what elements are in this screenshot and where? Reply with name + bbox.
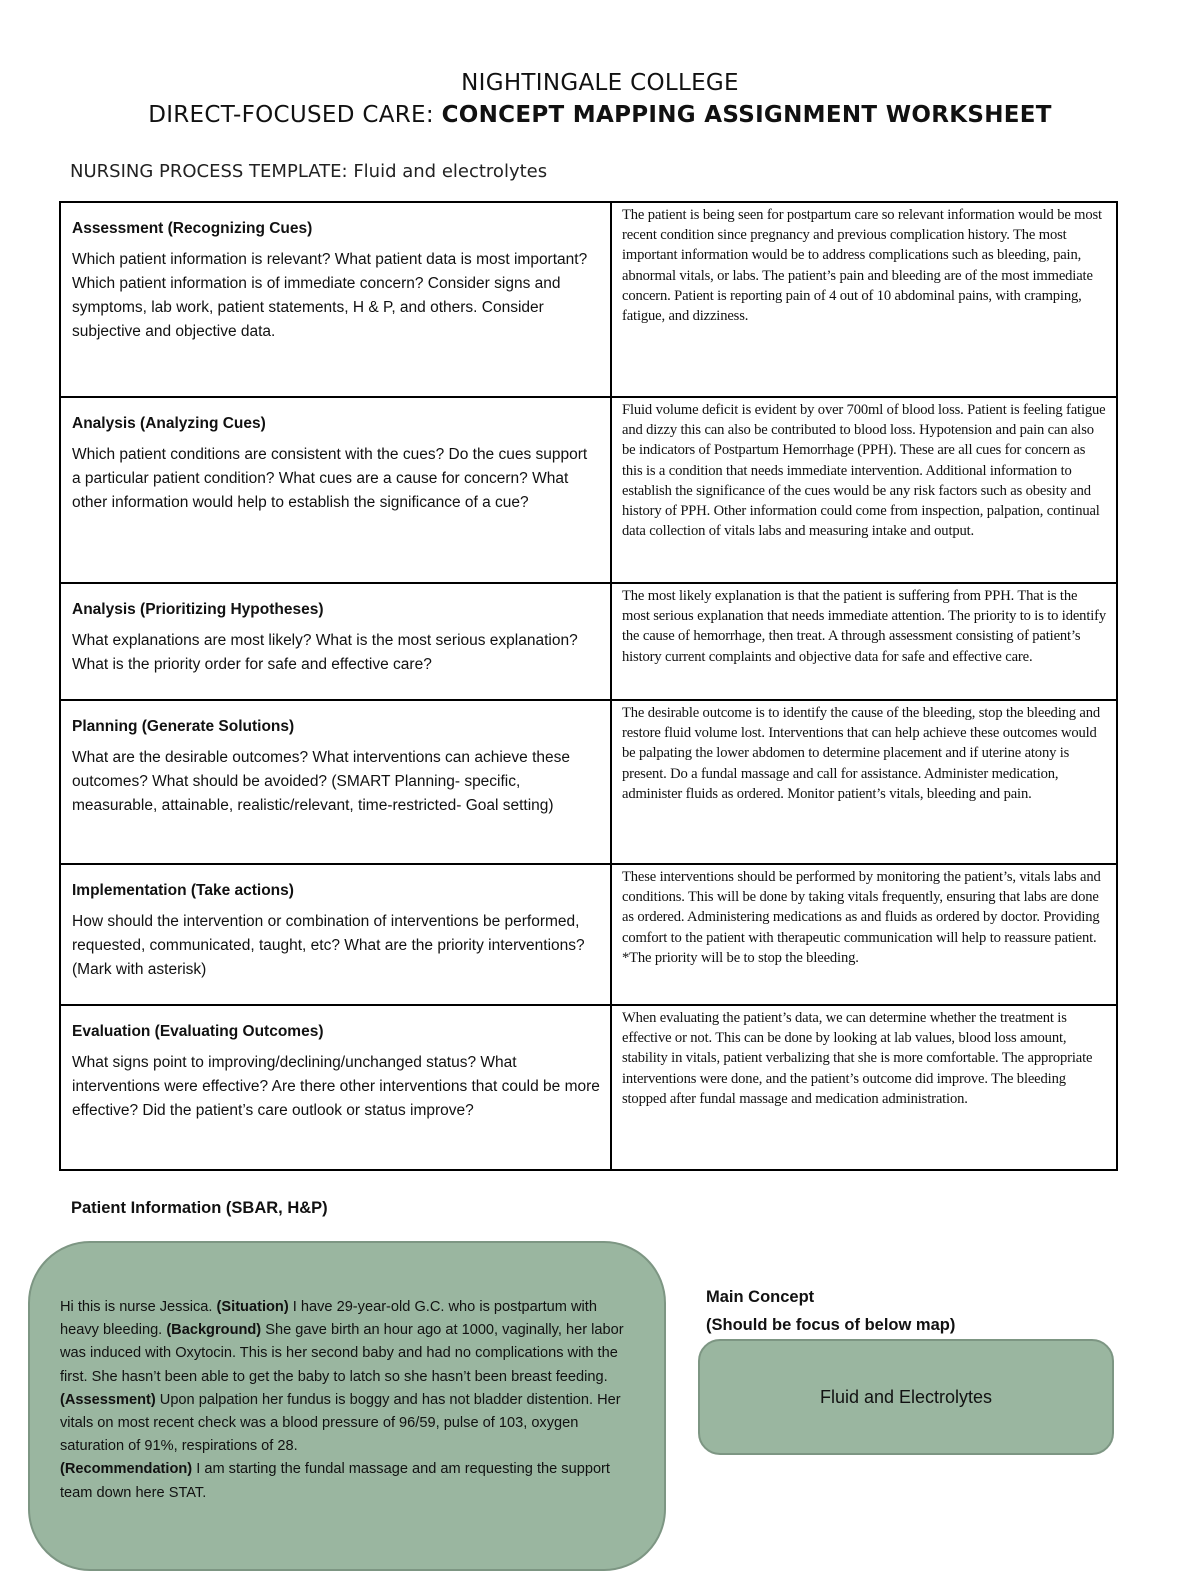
situation-label: (Situation): [216, 1299, 289, 1315]
sbar-box[interactable]: [28, 1241, 666, 1571]
table-row: [60, 202, 1117, 397]
row-prompt: What explanations are most likely? What is the most serious explanation? What is the priority order for safe and effective care?: [72, 632, 578, 673]
main-concept-value: Fluid and Electrolytes: [819, 1386, 993, 1407]
main-concept-subtitle: (Should be focus of below map): [706, 1316, 956, 1334]
row-heading: Implementation (Take actions): [72, 882, 294, 899]
table-row: [60, 864, 1117, 1005]
template-title: NURSING PROCESS TEMPLATE: Fluid and electrolytes: [70, 161, 548, 182]
college-name: NIGHTINGALE COLLEGE: [461, 70, 739, 96]
recommendation-text: I am starting the fundal massage and am requesting the support team down here STAT.: [60, 1461, 610, 1501]
assessment-response-cell[interactable]: The patient is being seen for postpartum care so relevant information would be most recent condition since pregnancy and previous complication history. The most important information would be to address complications such as bleeding, pain, abnormal vitals, or labs. The patient’s pain and bleeding are of the most immediate concern. Patient is reporting pain of 4 out of 10 abdominal pains, with cramping, fatigue, and dizziness.: [611, 202, 1117, 397]
assessment-text: Upon palpation her fundus is boggy and has not bladder distention. Her vitals on most recent check was a blood pressure of 96/59, pulse of 103, oxygen saturation of 91%, respirations of 28.: [60, 1391, 621, 1455]
background-label: (Background): [166, 1322, 262, 1339]
table-row: [60, 397, 1117, 583]
row-heading: Assessment (Recognizing Cues): [72, 220, 313, 237]
patient-info-title: Patient Information (SBAR, H&P): [71, 1199, 328, 1217]
row-heading: Evaluation (Evaluating Outcomes): [72, 1023, 324, 1040]
main-concept-heading: [706, 1283, 955, 1339]
table-row: [60, 1005, 1117, 1170]
row-prompt: Which patient conditions are consistent with the cues? Do the cues support a particular patient condition? What cues are a cause for concern? What other information would help to establish the significance of a cue?: [72, 446, 588, 511]
worksheet-name: CONCEPT MAPPING ASSIGNMENT WORKSHEET: [441, 102, 1052, 128]
evaluation-response-cell[interactable]: When evaluating the patient’s data, we can determine whether the treatment is effective or not. This can be done by looking at lab values, blood loss amount, stability in vitals, patient verbalizing that she is more comfortable. The appropriate interventions were done, and the patient’s outcome did improve. The bleeding stopped after fundal massage and medication administration.: [611, 1005, 1117, 1170]
row-heading: Planning (Generate Solutions): [72, 718, 295, 735]
evaluation-prompt-cell: [60, 1005, 611, 1170]
row-prompt: What are the desirable outcomes? What interventions can achieve these outcomes? What should be avoided? (SMART Planning- specific, measurable, attainable, realistic/relevant, time-restricted- Goal setting): [72, 749, 570, 814]
table-row: [60, 583, 1117, 700]
main-concept-box[interactable]: [698, 1339, 1114, 1455]
main-concept-title: Main Concept: [706, 1288, 815, 1306]
recommendation-label: (Recommendation): [60, 1461, 193, 1478]
background-text: She gave birth an hour ago at 1000, vaginally, her labor was induced with Oxytocin. This is her second baby and had no complications with the first. She hasn’t been able to get the baby to latch so she hasn’t been breast feeding.: [60, 1322, 624, 1385]
hypotheses-prompt-cell: [60, 583, 611, 700]
worksheet-title: [0, 102, 1200, 128]
care-prefix: DIRECT-FOCUSED CARE:: [148, 102, 434, 128]
assessment-prompt-cell: [60, 202, 611, 397]
planning-response-cell[interactable]: The desirable outcome is to identify the cause of the bleeding, stop the bleeding and restore fluid volume lost. Interventions that can help achieve these outcomes would be palpating the lower abdomen to determine placement and if uterine atony is present. Do a fundal massage and call for assistance. Administer medication, administer fluids as ordered. Monitor patient’s vitals, bleeding and pain.: [611, 700, 1117, 864]
row-prompt: How should the intervention or combination of interventions be performed, requested, communicated, taught, etc? What are the priority interventions? (Mark with asterisk): [72, 913, 585, 978]
row-heading: Analysis (Prioritizing Hypotheses): [72, 601, 324, 618]
hypotheses-response-cell[interactable]: The most likely explanation is that the patient is suffering from PPH. That is the most serious explanation that needs immediate attention. The priority to is to identify the cause of hemorrhage, then treat. A through assessment consisting of patient’s history current complaints and objective data for safe and effective care.: [611, 583, 1117, 700]
sbar-intro: Hi this is nurse Jessica.: [60, 1299, 213, 1315]
implementation-prompt-cell: [60, 864, 611, 1005]
situation-text: I have 29-year-old G.C. who is postpartum with heavy bleeding.: [60, 1299, 597, 1339]
table-row: [60, 700, 1117, 864]
row-heading: Analysis (Analyzing Cues): [72, 415, 266, 432]
analysis-cues-prompt-cell: [60, 397, 611, 583]
implementation-response-cell[interactable]: These interventions should be performed by monitoring the patient’s, vitals labs and conditions. This will be done by taking vitals frequently, ensuring that labs are done as ordered. Administering medications as and fluids as ordered by doctor. Providing comfort to the patient with therapeutic communication will help to reassure patient. *The priority will be to stop the bleeding.: [611, 864, 1117, 1005]
planning-prompt-cell: [60, 700, 611, 864]
row-prompt: What signs point to improving/declining/unchanged status? What interventions were effective? Are there other interventions that could be more effective? Did the patient’s care outlook or status improve?: [72, 1054, 600, 1119]
assessment-label: (Assessment): [60, 1391, 156, 1408]
row-prompt: Which patient information is relevant? What patient data is most important? Which patient information is of immediate concern? Consider signs and symptoms, lab work, patient statements, H & P, and others. Consider subjective and objective data.: [72, 251, 588, 340]
nursing-process-table: [59, 201, 1118, 1171]
analysis-cues-response-cell[interactable]: Fluid volume deficit is evident by over 700ml of blood loss. Patient is feeling fatigue and dizzy this can also be contributed to blood loss. Hypotension and pain can also be indicators of Postpartum Hemorrhage (PPH). These are all cues for concern as this is a condition that needs immediate intervention. Additional information to establish the significance of the cues would be any risk factors such as obesity and history of PPH. Other information could come from inspection, palpation, continual data collection of vitals labs and measuring intake and output.: [611, 397, 1117, 583]
